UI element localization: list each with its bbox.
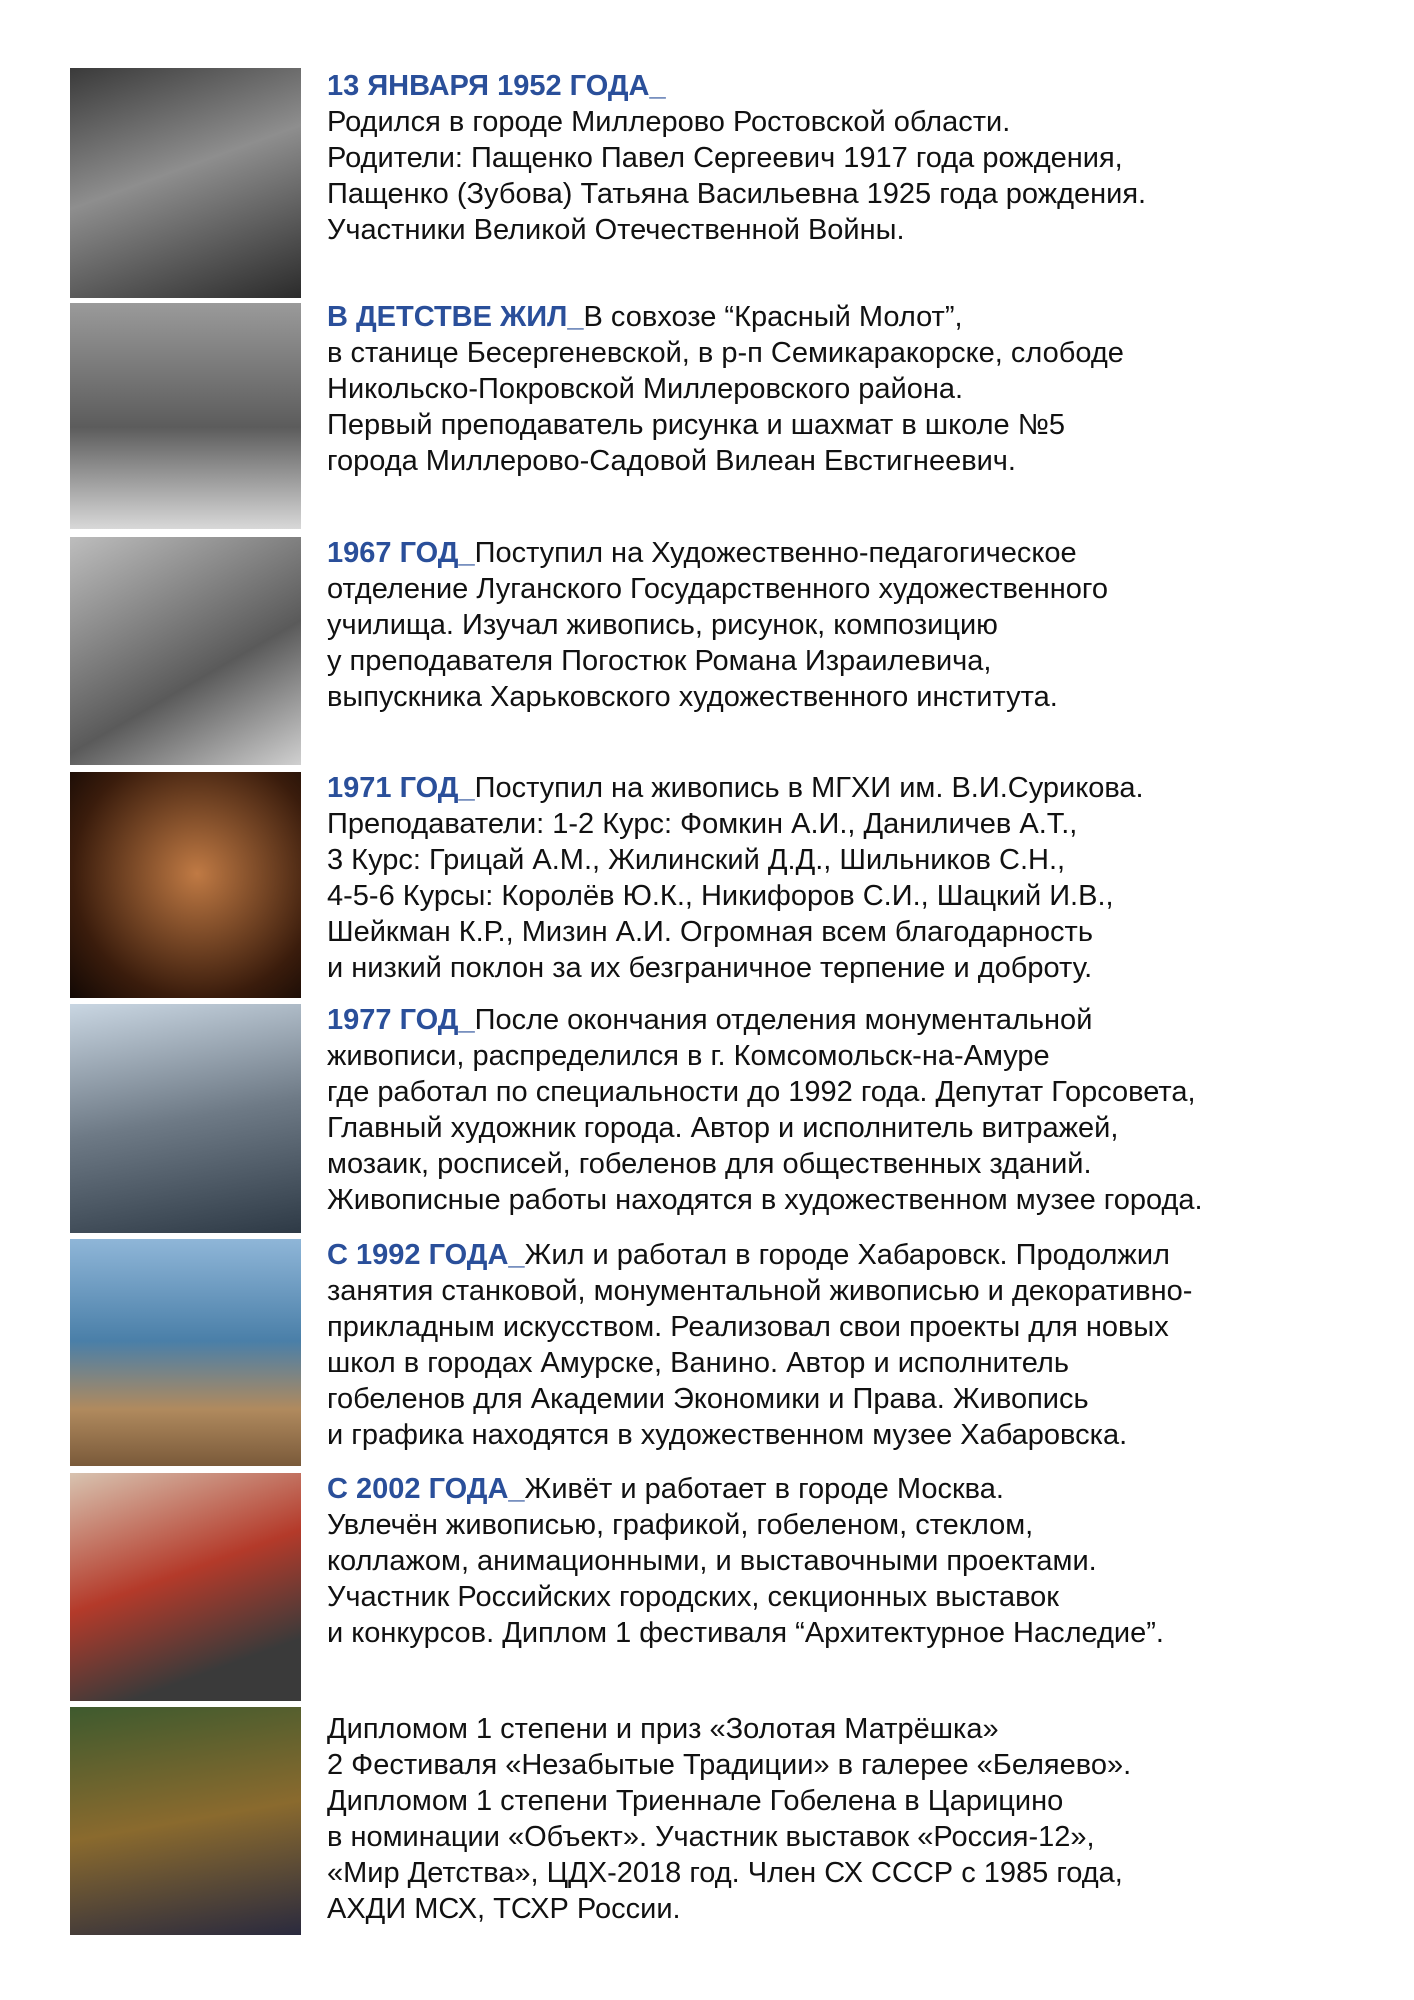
entry-text [327, 1711, 1377, 1927]
entry-heading: В ДЕТСТВЕ ЖИЛ_ [327, 301, 584, 333]
family-photo [70, 68, 301, 298]
entry-body: Жил и работал в городе Хабаровск. Продолжил занятия станковой, монументальной живописью и декоративно- прикладным искусством. Реализовал свои проекты для новых школ в городах Амурске, Ванино. Автор и исполнитель гобеленов для Академии Экономики и Права. Живопись и графика находятся в художественном музее Хабаровска. [327, 1239, 1193, 1451]
entry-heading: С 1992 ГОДА_ [327, 1239, 525, 1271]
ice-sculpture-photo [70, 1004, 301, 1233]
student-portrait-photo [70, 537, 301, 765]
bio-entry-2002 [70, 1473, 1370, 1701]
entry-body: Дипломом 1 степени и приз «Золотая Матрёшка» 2 Фестиваля «Незабытые Традиции» в галерее «Беляево». Дипломом 1 степени Триеннале Гобелена в Царицино в номинации «Объект». Участник выставок «Россия-12», «Мир Детства», ЦДХ-2018 год. Член СХ СССР с 1985 года, АХДИ МСХ, ТСХР России. [327, 1713, 1132, 1925]
entry-body: После окончания отделения монументальной живописи, распределился в г. Комсомольск-на-Амуре где работал по специальности до 1992 года. Депутат Горсовета, Главный художник города. Автор и исполнитель витражей, мозаик, росписей, гобеленов для общественных зданий. Живописные работы находятся в художественном музее города. [327, 1004, 1203, 1216]
bio-entry-awards [70, 1707, 1370, 1935]
entry-text [327, 1002, 1377, 1218]
bio-entry-1971 [70, 772, 1370, 998]
entry-body: В совхозе “Красный Молот”, в станице Бесергеневской, в р-п Семикаракорске, слободе Никольско-Покровской Миллеровского района. Первый преподаватель рисунка и шахмат в школе №5 города Миллерово-Садовой Вилеан Евстигнеевич. [327, 301, 1124, 477]
monument-photo [70, 1707, 301, 1935]
entry-text [327, 68, 1377, 248]
entry-heading: 1971 ГОД_ [327, 772, 475, 804]
entry-body: Поступил на живопись в МГХИ им. В.И.Сурикова. Преподаватели: 1-2 Курс: Фомкин А.И., Даниличев А.Т., 3 Курс: Грицай А.М., Жилинский Д.Д., Шильников С.Н., 4-5-6 Курсы: Королёв Ю.К., Никифоров С.И., Шацкий И.В., Шейкман К.Р., Мизин А.И. Огромная всем благодарность и низкий поклон за их безграничное терпение и доброту. [327, 772, 1144, 984]
entry-body: Живёт и работает в городе Москва. Увлечён живописью, графикой, гобеленом, стеклом, коллажом, анимационными, и выставочными проектами. Участник Российских городских, секционных выставок и конкурсов. Диплом 1 фестиваля “Архитектурное Наследие”. [327, 1473, 1164, 1649]
exhibition-photo [70, 1473, 301, 1701]
bio-entry-1977 [70, 1004, 1370, 1233]
childhood-photo [70, 303, 301, 529]
entry-text [327, 299, 1377, 479]
bio-entry-1967 [70, 537, 1370, 765]
entry-body: Родился в городе Миллерово Ростовской области. Родители: Пащенко Павел Сергеевич 1917 года рождения, Пащенко (Зубова) Татьяна Васильевна 1925 года рождения. Участники Великой Отечественной Войны. [327, 106, 1147, 246]
entry-body: Поступил на Художественно-педагогическое отделение Луганского Государственного художественного училища. Изучал живопись, рисунок, композицию у преподавателя Погостюк Романа Израилевича, выпускника Харьковского художественного института. [327, 537, 1108, 713]
entry-heading: 1977 ГОД_ [327, 1004, 475, 1036]
entry-text [327, 770, 1377, 986]
bio-entry-childhood [70, 303, 1370, 529]
entry-text [327, 1237, 1377, 1453]
entry-text [327, 1471, 1377, 1651]
bio-entry-1952 [70, 68, 1370, 298]
entry-heading: 13 ЯНВАРЯ 1952 ГОДА_ [327, 70, 666, 102]
entry-heading: 1967 ГОД_ [327, 537, 475, 569]
bio-entry-1992 [70, 1239, 1370, 1466]
entry-heading: С 2002 ГОДА_ [327, 1473, 525, 1505]
seaside-photo [70, 1239, 301, 1466]
entry-text [327, 535, 1377, 715]
portrait-photo [70, 772, 301, 998]
